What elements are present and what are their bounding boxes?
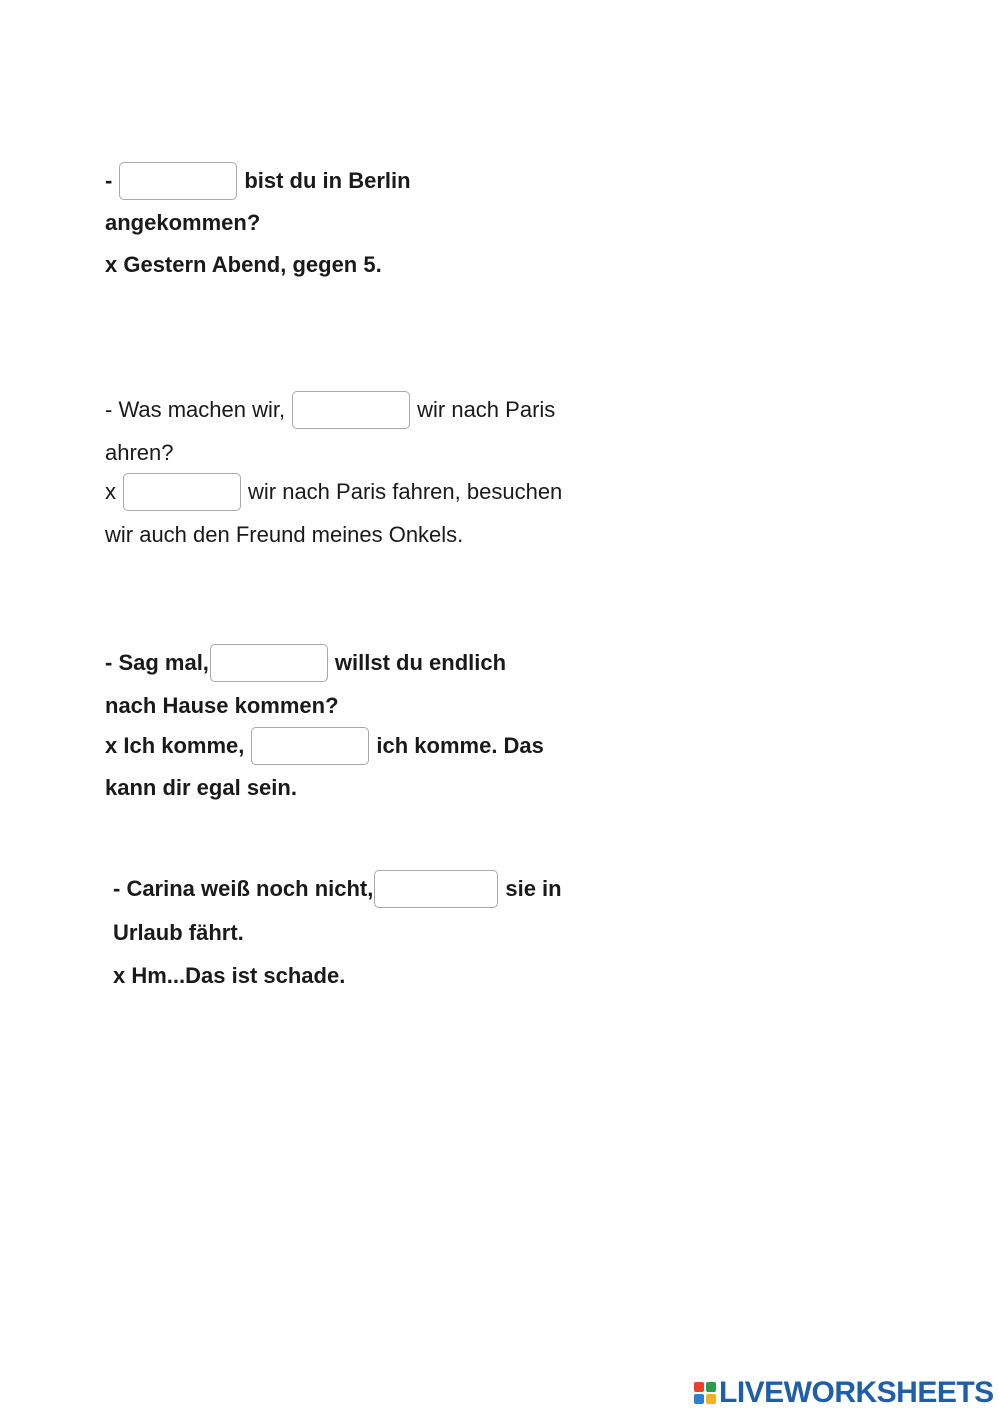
logo-square-yellow — [706, 1394, 716, 1404]
answer-blank-1[interactable] — [119, 162, 237, 200]
logo-square-blue — [694, 1394, 704, 1404]
ex4-line1-prefix: - Carina weiß noch nicht, — [113, 876, 374, 901]
logo-mark-icon — [694, 1382, 716, 1404]
ex3-line2: nach Hause kommen? — [105, 693, 339, 718]
answer-blank-4[interactable] — [210, 644, 328, 682]
ex1-line3: x Gestern Abend, gegen 5. — [105, 252, 382, 277]
ex2-line2: ahren? — [105, 440, 174, 465]
ex1-line1-prefix: - — [105, 168, 113, 193]
ex1-line2: angekommen? — [105, 210, 261, 235]
ex2-line3-suffix: wir nach Paris fahren, besuchen — [248, 479, 563, 504]
ex4-line2: Urlaub fährt. — [113, 920, 244, 945]
ex2-line1-suffix: wir nach Paris — [417, 397, 556, 422]
ex4-line1 — [113, 870, 562, 908]
logo-text: LIVEWORKSHEETS — [719, 1376, 994, 1409]
ex3-line1 — [105, 644, 506, 682]
ex3-line4: kann dir egal sein. — [105, 775, 297, 800]
ex4-line3: x Hm...Das ist schade. — [113, 963, 346, 988]
ex1-line1 — [105, 162, 411, 200]
answer-blank-6[interactable] — [374, 870, 498, 908]
liveworksheets-logo[interactable] — [694, 1376, 994, 1410]
answer-blank-3[interactable] — [123, 473, 241, 511]
ex2-line1-prefix: - Was machen wir, — [105, 397, 286, 422]
logo-square-green — [706, 1382, 716, 1392]
ex3-line3 — [105, 727, 544, 765]
logo-square-red — [694, 1382, 704, 1392]
answer-blank-2[interactable] — [292, 391, 410, 429]
ex2-line4: wir auch den Freund meines Onkels. — [105, 522, 464, 547]
ex3-line1-suffix: willst du endlich — [334, 650, 507, 675]
ex1-line1-suffix: bist du in Berlin — [244, 168, 411, 193]
ex4-line1-suffix: sie in — [505, 876, 562, 901]
ex2-line3-prefix: x — [105, 479, 116, 504]
answer-blank-5[interactable] — [251, 727, 369, 765]
ex3-line1-prefix: - Sag mal, — [105, 650, 209, 675]
ex2-line1 — [105, 391, 555, 429]
ex2-line3 — [105, 473, 562, 511]
ex3-line3-prefix: x Ich komme, — [105, 733, 245, 758]
ex3-line3-suffix: ich komme. Das — [376, 733, 544, 758]
